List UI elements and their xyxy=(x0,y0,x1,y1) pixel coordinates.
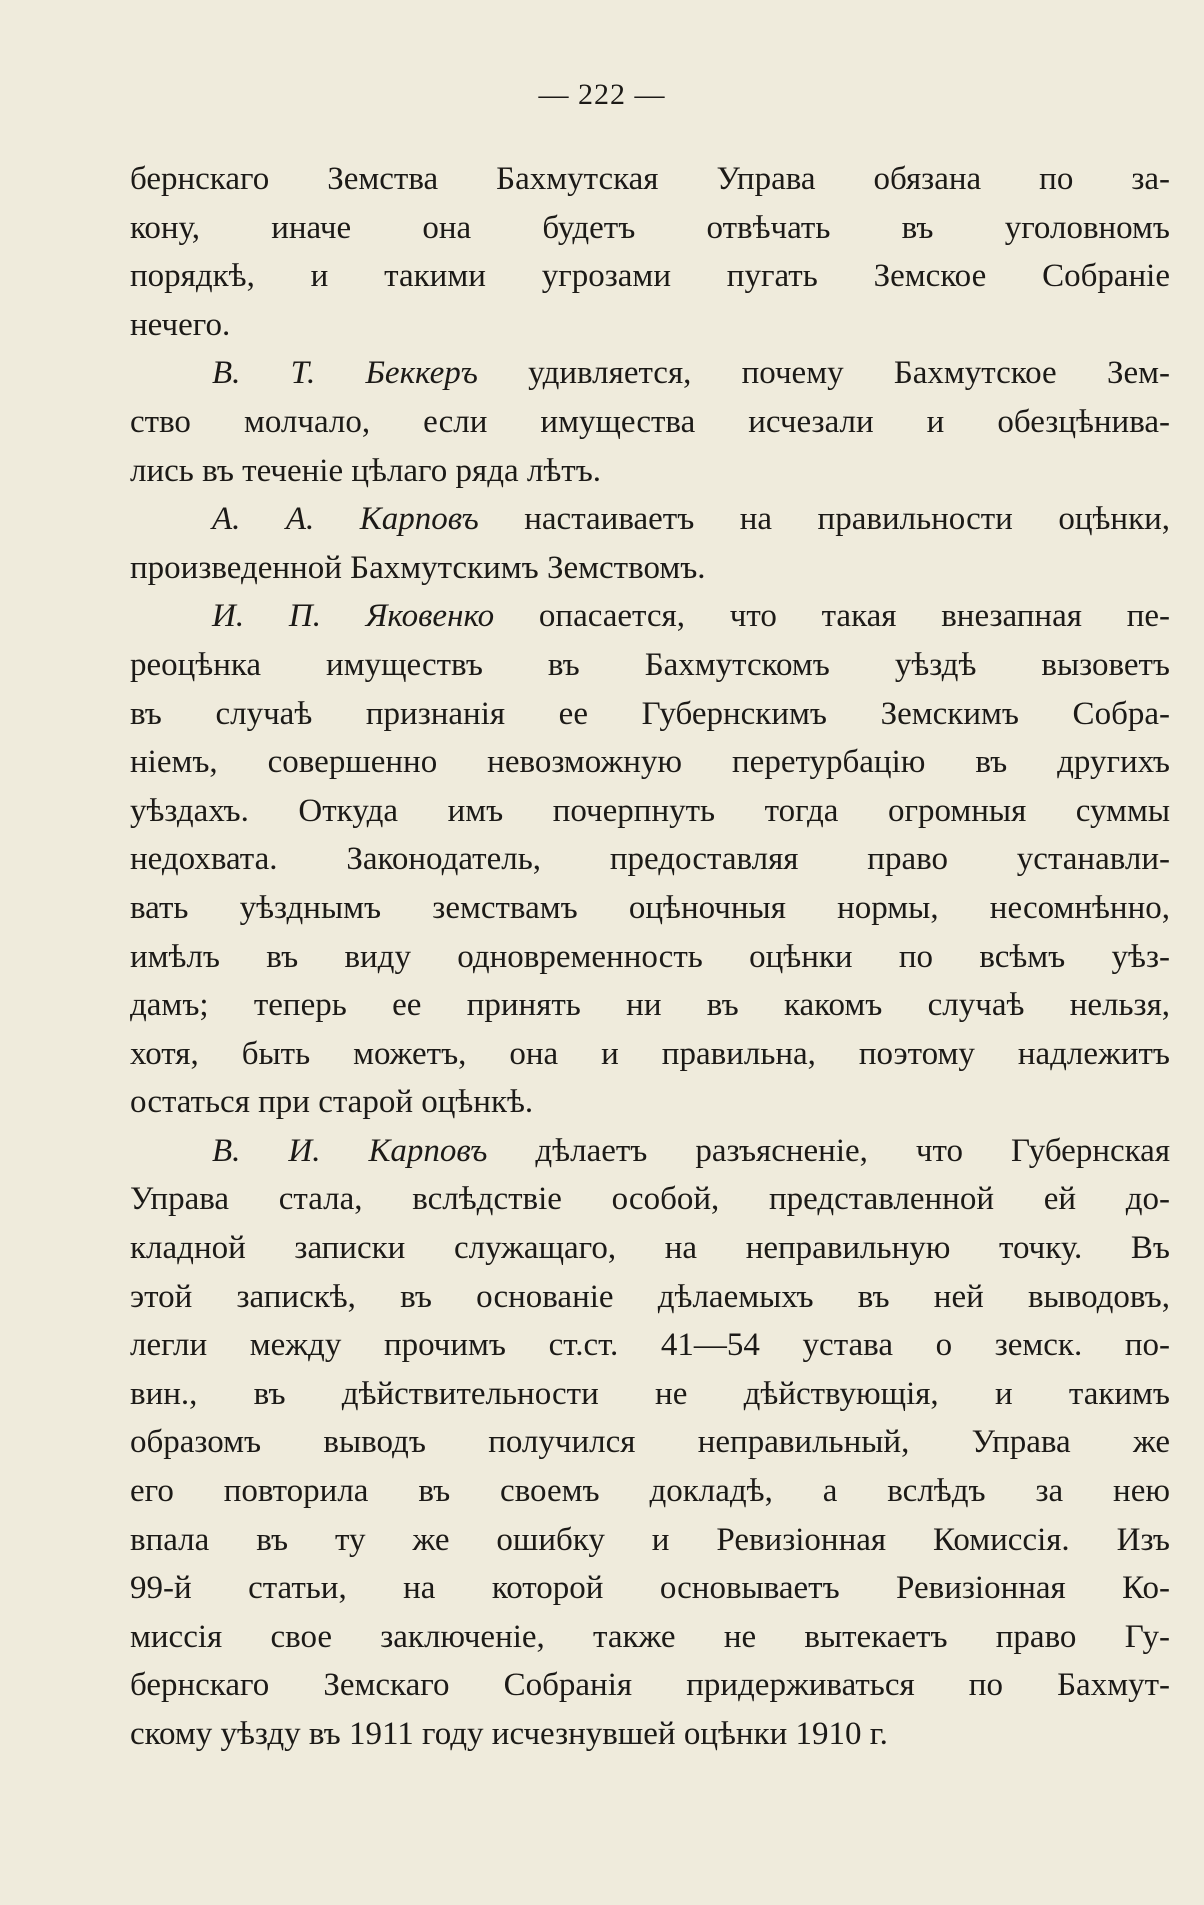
line-text: лись въ теченіе цѣлаго ряда лѣтъ. xyxy=(130,452,602,489)
line-text: недохвата. Законодатель, предоставляя право устанавли- xyxy=(130,841,1170,878)
text-line xyxy=(130,592,1170,641)
text-line xyxy=(130,1710,1170,1759)
text-line xyxy=(130,787,1170,836)
speaker-name: А. А. Карповъ xyxy=(212,501,479,538)
line-text: имѣлъ въ виду одновременность оцѣнки по всѣмъ уѣз- xyxy=(130,938,1170,975)
text-line xyxy=(130,641,1170,690)
speaker-name: В. И. Карповъ xyxy=(212,1132,488,1169)
line-text: вин., въ дѣйствительности не дѣйствующія, и такимъ xyxy=(130,1375,1170,1412)
line-text: кону, иначе она будетъ отвѣчать въ уголовномъ xyxy=(130,209,1170,246)
line-text: 99-й статьи, на которой основываетъ Ревизіонная Ко- xyxy=(130,1570,1170,1607)
line-text: настаиваетъ на правильности оцѣнки, xyxy=(478,501,1171,538)
text-line xyxy=(130,1613,1170,1662)
line-text: реоцѣнка имуществъ въ Бахмутскомъ уѣздѣ вызоветъ xyxy=(130,646,1170,683)
line-text: ство молчало, если имущества исчезали и обезцѣнива- xyxy=(130,403,1170,440)
text-line xyxy=(130,398,1170,447)
text-line xyxy=(130,1564,1170,1613)
line-text: дѣлаетъ разъясненіе, что Губернская xyxy=(487,1132,1170,1169)
line-text: произведенной Бахмутскимъ Земствомъ. xyxy=(130,549,706,586)
text-line xyxy=(130,1467,1170,1516)
line-text: бернскаго Земства Бахмутская Управа обязана по за- xyxy=(130,161,1170,197)
text-line xyxy=(130,1078,1170,1127)
text-line xyxy=(130,1516,1170,1565)
text-line xyxy=(130,301,1170,350)
paragraph xyxy=(130,1127,1170,1759)
line-text: ніемъ, совершенно невозможную перетурбацію въ другихъ xyxy=(130,744,1170,781)
text-line xyxy=(130,884,1170,933)
text-line xyxy=(130,1175,1170,1224)
line-text: этой запискѣ, въ основаніе дѣлаемыхъ въ ней выводовъ, xyxy=(130,1278,1170,1315)
text-line xyxy=(130,495,1170,544)
line-text: опасается, что такая внезапная пе- xyxy=(494,598,1170,635)
text-line xyxy=(130,1370,1170,1419)
text-line xyxy=(130,1030,1170,1079)
line-text: нечего. xyxy=(130,306,231,343)
line-text: хотя, быть можетъ, она и правильна, поэтому надлежитъ xyxy=(130,1035,1170,1072)
text-line xyxy=(130,835,1170,884)
body-text xyxy=(130,155,1170,1759)
line-text: образомъ выводъ получился неправильный, Управа же xyxy=(130,1424,1170,1461)
page-number: — 222 — xyxy=(538,78,666,111)
line-text: его повторила въ своемъ докладѣ, а вслѣдъ за нею xyxy=(130,1473,1170,1510)
speaker-name: В. Т. Беккеръ xyxy=(212,355,478,392)
line-text: остаться при старой оцѣнкѣ. xyxy=(130,1084,534,1121)
line-text: впала въ ту же ошибку и Ревизіонная Комиссія. Изъ xyxy=(130,1521,1170,1558)
line-text: дамъ; теперь ее принять ни въ какомъ случаѣ нельзя, xyxy=(130,987,1170,1024)
text-line xyxy=(130,544,1170,593)
paragraph xyxy=(130,495,1170,592)
text-line xyxy=(130,690,1170,739)
speaker-name: И. П. Яковенко xyxy=(212,598,495,635)
text-line xyxy=(130,1273,1170,1322)
line-text: бернскаго Земскаго Собранія придерживаться по Бахмут- xyxy=(130,1667,1170,1704)
text-line xyxy=(130,349,1170,398)
line-text: скому уѣзду въ 1911 году исчезнувшей оцѣнки 1910 г. xyxy=(130,1716,888,1752)
line-text: Управа стала, вслѣдствіе особой, представленной ей до- xyxy=(130,1181,1170,1218)
line-text: вать уѣзднымъ земствамъ оцѣночныя нормы, несомнѣнно, xyxy=(130,889,1170,926)
text-line xyxy=(130,1127,1170,1176)
paragraph xyxy=(130,155,1170,349)
text-line xyxy=(130,933,1170,982)
text-line xyxy=(130,738,1170,787)
text-line xyxy=(130,252,1170,301)
text-line xyxy=(130,981,1170,1030)
text-line xyxy=(130,1661,1170,1710)
paragraph xyxy=(130,592,1170,1127)
paragraph xyxy=(130,349,1170,495)
line-text: порядкѣ, и такими угрозами пугать Земское Собраніе xyxy=(130,258,1170,295)
text-line xyxy=(130,155,1170,204)
text-line xyxy=(130,204,1170,253)
line-text: кладной записки служащаго, на неправильную точку. Въ xyxy=(130,1230,1170,1267)
line-text: миссія свое заключеніе, также не вытекаетъ право Гу- xyxy=(130,1618,1170,1655)
text-line xyxy=(130,1224,1170,1273)
text-line xyxy=(130,1321,1170,1370)
line-text: легли между прочимъ ст.ст. 41—54 устава о земск. по- xyxy=(130,1327,1170,1364)
line-text: въ случаѣ признанія ее Губернскимъ Земскимъ Собра- xyxy=(130,695,1170,732)
line-text: удивляется, почему Бахмутское Зем- xyxy=(477,355,1171,392)
line-text: уѣздахъ. Откуда имъ почерпнуть тогда огромныя суммы xyxy=(130,792,1170,829)
text-line xyxy=(130,1418,1170,1467)
text-line xyxy=(130,447,1170,496)
